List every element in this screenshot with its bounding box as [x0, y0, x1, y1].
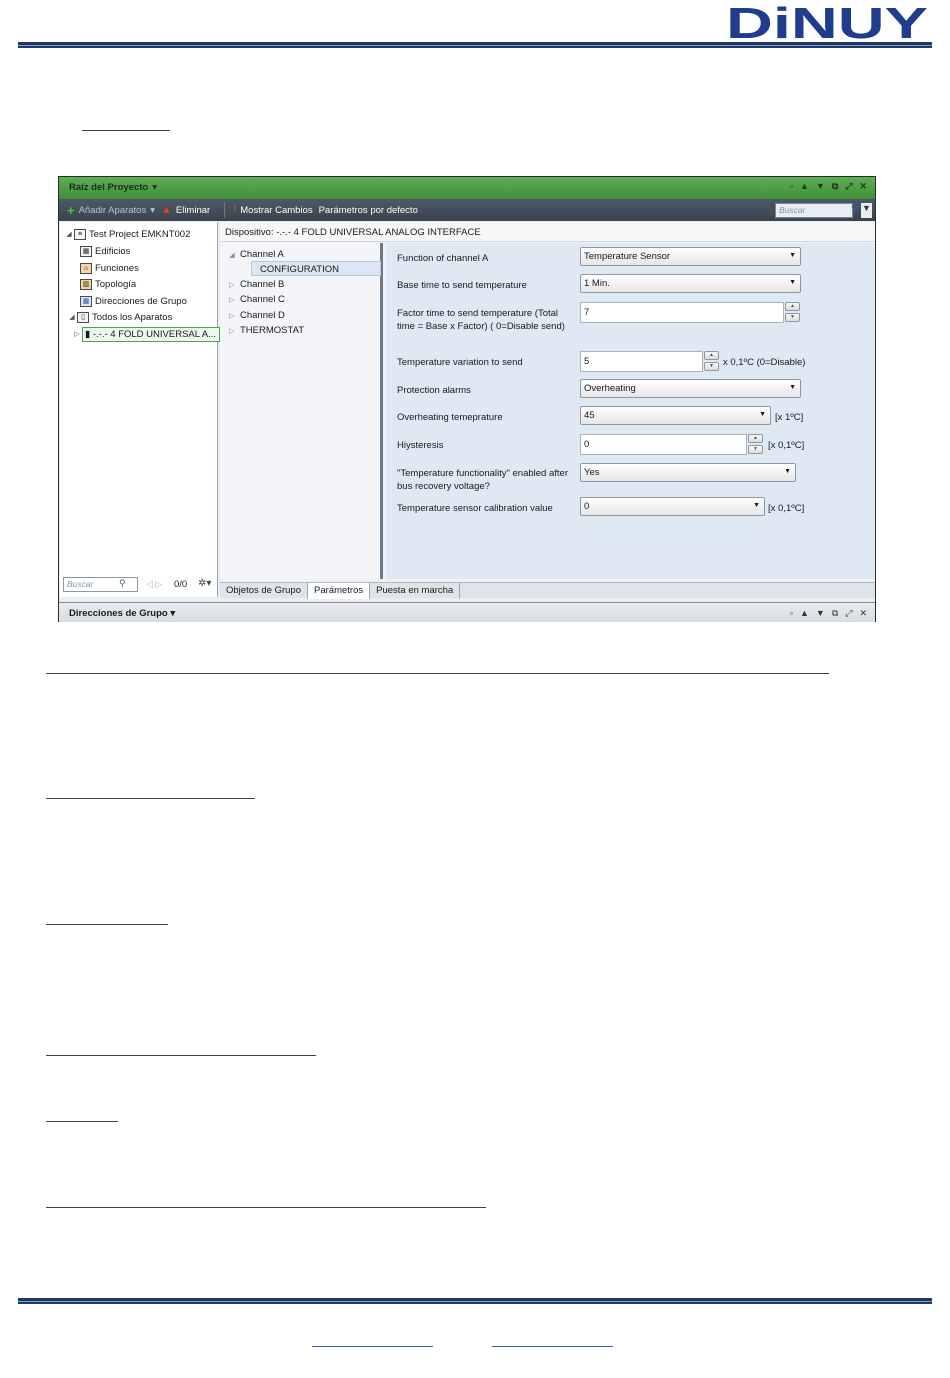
select-value: 0: [584, 501, 590, 512]
step-down-icon[interactable]: ▼: [704, 362, 719, 371]
tree-item-label: Funciones: [95, 262, 139, 274]
main-toolbar: [59, 199, 875, 221]
move-down-icon[interactable]: ▼: [815, 608, 825, 618]
maximize-icon[interactable]: ⤢: [845, 181, 853, 191]
text-underline: [46, 798, 255, 799]
chevron-down-icon: ▾: [150, 204, 155, 216]
temp-variation-stepper[interactable]: [704, 351, 719, 372]
thermostat[interactable]: [224, 323, 304, 338]
param-label: Temperature variation to send: [397, 357, 523, 368]
default-params-button[interactable]: [319, 205, 418, 216]
toolbar-search-input[interactable]: Buscar: [775, 203, 853, 218]
float-icon[interactable]: ⧉: [831, 608, 839, 618]
search-icon[interactable]: ⚲: [851, 203, 858, 213]
move-up-icon[interactable]: ▲: [799, 608, 809, 618]
hysteresis-input[interactable]: 0: [580, 434, 747, 455]
footer-rule: [18, 1298, 932, 1304]
show-changes-button[interactable]: [233, 204, 312, 216]
step-down-icon[interactable]: ▼: [748, 445, 763, 454]
tree-root-label: Test Project EMKNT002: [89, 228, 191, 240]
restore-icon[interactable]: ▫: [789, 608, 793, 618]
functions-icon: ⌂: [80, 263, 92, 274]
unit-label: x 0,1ºC (0=Disable): [723, 357, 806, 368]
parameters-form: [386, 243, 875, 579]
chevron-down-icon: ▼: [759, 411, 766, 418]
text-underline: [46, 673, 829, 674]
configuration-item[interactable]: CONFIGURATION: [251, 261, 381, 276]
svg-text:DiNUY: DiNUY: [726, 0, 928, 42]
tree-root[interactable]: [64, 226, 190, 242]
param-label: Factor time to send temperature (Total time = Base x Factor) ( 0=Disable send): [397, 308, 565, 332]
step-up-icon[interactable]: ▲: [785, 302, 800, 311]
functionality-select[interactable]: [580, 463, 796, 482]
footer-link-underline[interactable]: [492, 1346, 613, 1347]
channel-c[interactable]: [224, 292, 285, 307]
tree-item-direcciones[interactable]: [80, 293, 187, 309]
chevron-down-icon: ▼: [789, 252, 796, 259]
collapsed-icon[interactable]: ▷: [229, 296, 235, 304]
tree-item-device[interactable]: [72, 326, 220, 342]
channel-label: THERMOSTAT: [240, 325, 305, 336]
param-label: "Temperature functionality" enabled after bus recovery voltage?: [397, 468, 568, 492]
delete-icon: ▲: [160, 204, 172, 216]
gear-icon[interactable]: ✲▾: [198, 578, 212, 589]
close-icon[interactable]: ✕: [859, 181, 867, 191]
param-label: Base time to send temperature: [397, 280, 527, 291]
maximize-icon[interactable]: ⤢: [845, 608, 853, 618]
unit-label: [x 0,1ºC]: [768, 440, 805, 451]
select-value: Overheating: [584, 383, 636, 394]
toolbar-divider: [224, 202, 225, 218]
selected-device[interactable]: [82, 327, 220, 342]
nav-arrows[interactable]: ◁ ▷: [146, 579, 163, 589]
tree-item-topologia[interactable]: [80, 276, 136, 292]
channel-tree: [220, 243, 383, 579]
text-underline: [46, 924, 168, 925]
panel2-controls: [790, 608, 867, 619]
project-tree-panel: [60, 222, 218, 597]
select-value: 45: [584, 410, 595, 421]
tab-parametros[interactable]: Parámetros: [308, 583, 370, 599]
close-icon[interactable]: ✕: [859, 608, 867, 618]
channel-label: Channel A: [240, 249, 284, 260]
tree-item-label: Todos los Aparatos: [92, 311, 173, 323]
expand-icon[interactable]: ◢: [229, 251, 235, 259]
factor-time-input[interactable]: 7: [580, 302, 784, 323]
filter-icon[interactable]: ▼: [861, 203, 872, 218]
collapsed-icon[interactable]: ▷: [229, 327, 235, 335]
dinuy-logo: [726, 0, 928, 42]
param-label: Protection alarms: [397, 385, 471, 396]
restore-icon[interactable]: ▫: [789, 181, 793, 191]
device-icon: ▮: [85, 328, 91, 340]
step-up-icon[interactable]: ▲: [704, 351, 719, 360]
channel-a[interactable]: [224, 247, 284, 262]
collapsed-icon[interactable]: ▷: [229, 312, 235, 320]
chevron-down-icon[interactable]: ▾: [152, 182, 157, 193]
chevron-down-icon[interactable]: ▾: [170, 608, 176, 619]
building-icon: ▦: [80, 246, 92, 257]
group-address-icon: ▦: [80, 296, 92, 307]
project-root-title: Raíz del Proyecto: [69, 182, 149, 193]
device-header: Dispositivo: -.-.- 4 FOLD UNIVERSAL ANALOG INTERFACE: [220, 222, 875, 242]
ets-window: [58, 176, 876, 622]
add-devices-button[interactable]: [67, 203, 155, 218]
param-label: Temperature sensor calibration value: [397, 503, 553, 514]
collapsed-icon[interactable]: ▷: [229, 281, 235, 289]
tab-puesta[interactable]: Puesta en marcha: [370, 583, 460, 599]
protection-alarms-select[interactable]: [580, 379, 801, 398]
pin-icon: !: [233, 204, 237, 216]
chevron-down-icon: ▼: [784, 468, 791, 475]
factor-time-stepper[interactable]: [785, 302, 800, 323]
window-controls: [790, 181, 867, 192]
float-icon[interactable]: ⧉: [831, 181, 839, 191]
expand-icon[interactable]: ◢: [66, 231, 72, 238]
project-icon: ≡: [74, 229, 86, 240]
chevron-down-icon: ▼: [789, 279, 796, 286]
device-panel: [220, 222, 875, 597]
overheating-select[interactable]: [580, 406, 771, 425]
tree-item-label: Edificios: [95, 245, 131, 257]
channel-d[interactable]: [224, 308, 285, 323]
channel-label: Channel C: [240, 294, 285, 305]
result-count: 0/0: [174, 579, 188, 590]
tree-search-input[interactable]: Buscar: [63, 577, 138, 592]
text-underline: [46, 1207, 486, 1208]
select-value: Temperature Sensor: [584, 251, 671, 262]
select-value: 1 Min.: [584, 278, 610, 289]
panel2-title: Direcciones de Grupo: [69, 608, 168, 619]
tree-item-label: Direcciones de Grupo: [95, 295, 187, 307]
topology-icon: ▥: [80, 279, 92, 290]
default-params-label: Parámetros por defecto: [318, 204, 418, 216]
plus-icon: +: [67, 202, 75, 218]
temp-variation-input[interactable]: 5: [580, 351, 703, 372]
unit-label: [x 1ºC]: [775, 412, 804, 423]
chevron-down-icon: ▼: [789, 384, 796, 391]
show-changes-label: Mostrar Cambios: [240, 204, 313, 216]
collapsed-icon[interactable]: ▷: [74, 331, 80, 338]
group-addresses-panel[interactable]: [59, 602, 875, 622]
text-underline: [46, 1055, 316, 1056]
param-label: Hiysteresis: [397, 440, 444, 451]
bottom-tabs: [220, 582, 875, 598]
tree-item-label: Topología: [95, 278, 137, 290]
base-time-select[interactable]: [580, 274, 801, 293]
text-underline: [46, 1121, 118, 1122]
project-root-titlebar[interactable]: [59, 177, 875, 199]
tree-item-edificios[interactable]: [80, 243, 130, 259]
channel-b[interactable]: [224, 277, 284, 292]
hysteresis-stepper[interactable]: [748, 434, 763, 455]
tree-item-funciones[interactable]: [80, 260, 139, 276]
header-rule: [18, 42, 932, 48]
add-devices-label: Añadir Aparatos: [78, 204, 147, 216]
channel-label: Channel D: [240, 310, 285, 321]
delete-button[interactable]: [161, 204, 210, 216]
device-label: -.-.- 4 FOLD UNIVERSAL A...: [92, 328, 217, 340]
delete-label: Eliminar: [175, 204, 211, 216]
expand-icon[interactable]: ◢: [69, 314, 75, 321]
search-icon[interactable]: ⚲: [119, 578, 126, 588]
move-up-icon[interactable]: ▲: [799, 181, 809, 191]
channel-label: Channel B: [240, 279, 285, 290]
tree-item-todos[interactable]: [67, 309, 172, 325]
param-label: Function of channel A: [397, 253, 489, 264]
move-down-icon[interactable]: ▼: [815, 181, 825, 191]
param-label: Overheating temeprature: [397, 412, 503, 423]
tab-objetos[interactable]: Objetos de Grupo: [220, 583, 308, 599]
step-down-icon[interactable]: ▼: [785, 313, 800, 322]
calibration-select[interactable]: [580, 497, 765, 516]
footer-link-underline[interactable]: [312, 1346, 433, 1347]
devices-icon: ▯: [77, 312, 89, 323]
select-value: Yes: [584, 467, 600, 478]
unit-label: [x 0,1ºC]: [768, 503, 805, 514]
heading-underline: [82, 130, 170, 131]
step-up-icon[interactable]: ▲: [748, 434, 763, 443]
function-select[interactable]: [580, 247, 801, 266]
chevron-down-icon: ▼: [753, 502, 760, 509]
